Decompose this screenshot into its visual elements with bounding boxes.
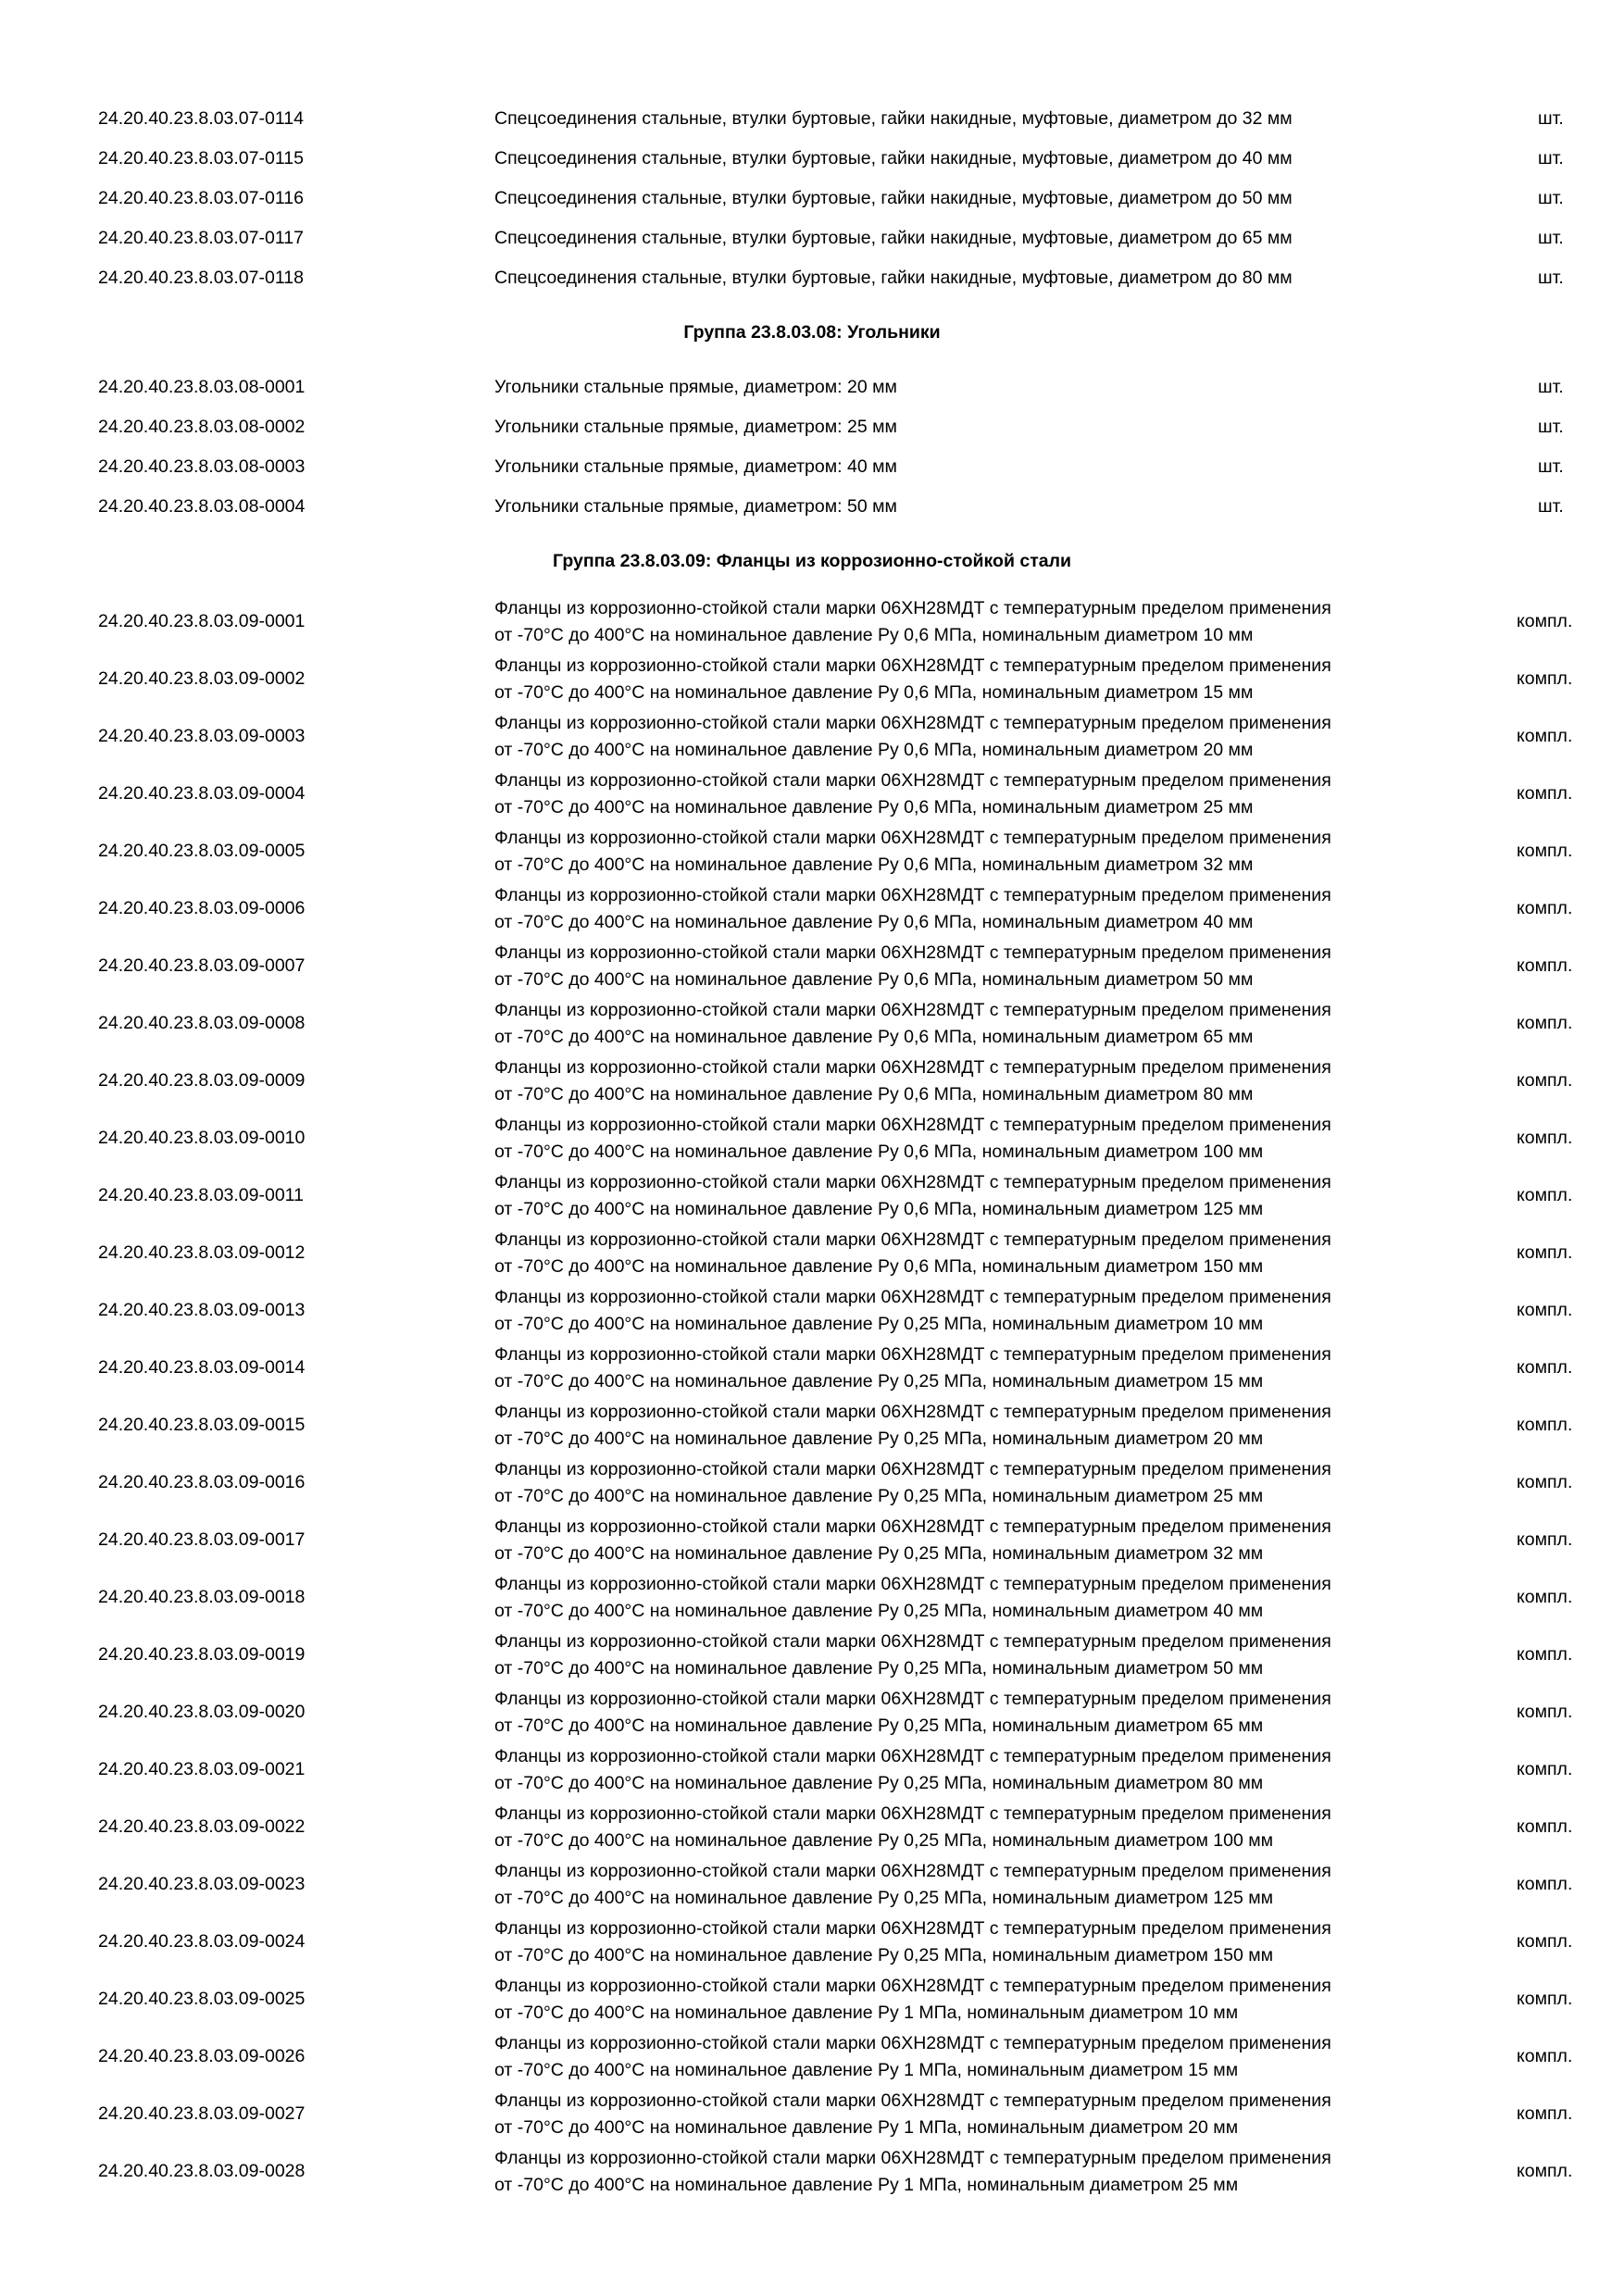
table-row [0, 1626, 1624, 1683]
item-name-line: от -70°С до 400°С на номинальное давление Ру 0,25 МПа, номинальным диаметром 10 мм [494, 1314, 1264, 1334]
item-name-line: Фланцы из коррозионно-стойкой стали марки 06ХН28МДТ с температурным пределом применения [494, 1057, 1331, 1078]
table-row [0, 937, 1624, 994]
item-code: 24.20.40.23.8.03.08-0003 [98, 456, 306, 477]
item-name-line: Фланцы из коррозионно-стойкой стали марки 06ХН28МДТ с температурным пределом применения [494, 1746, 1331, 1766]
item-name-line: Фланцы из коррозионно-стойкой стали марки 06ХН28МДТ с температурным пределом применения [494, 828, 1331, 848]
item-unit: компл. [1517, 1242, 1573, 1263]
item-name-line: от -70°С до 400°С на номинальное давление Ру 0,6 МПа, номинальным диаметром 15 мм [494, 682, 1254, 703]
table-row [0, 414, 1624, 440]
table-row [0, 225, 1624, 251]
item-code: 24.20.40.23.8.03.09-0026 [98, 2046, 306, 2066]
item-name [494, 1514, 1331, 1567]
item-name-line: Фланцы из коррозионно-стойкой стали марки 06ХН28МДТ с температурным пределом применения [494, 713, 1331, 733]
table-row [0, 1167, 1624, 1224]
table-row [0, 1511, 1624, 1568]
item-name-line: от -70°С до 400°С на номинальное давление Ру 0,6 МПа, номинальным диаметром 65 мм [494, 1027, 1254, 1047]
item-name [494, 1571, 1331, 1625]
item-name-line: Фланцы из коррозионно-стойкой стали марки 06ХН28МДТ с температурным пределом применения [494, 1631, 1331, 1652]
item-unit: компл. [1517, 1013, 1573, 1033]
item-name: Спецсоединения стальные, втулки буртовые, гайки накидные, муфтовые, диаметром до 80 мм [494, 268, 1293, 288]
item-name [494, 2030, 1331, 2084]
item-unit: шт. [1538, 377, 1564, 397]
table-row [0, 2142, 1624, 2200]
item-unit: компл. [1517, 1587, 1573, 1607]
item-code: 24.20.40.23.8.03.08-0002 [98, 417, 306, 437]
item-code: 24.20.40.23.8.03.09-0018 [98, 1587, 306, 1607]
table-row [0, 1568, 1624, 1626]
item-name [494, 882, 1331, 936]
item-name-line: от -70°С до 400°С на номинальное давление Ру 0,25 МПа, номинальным диаметром 40 мм [494, 1601, 1264, 1621]
item-name [494, 1686, 1331, 1740]
item-name [494, 1743, 1331, 1797]
item-code: 24.20.40.23.8.03.09-0001 [98, 611, 306, 631]
item-name-line: от -70°С до 400°С на номинальное давление Ру 0,6 МПа, номинальным диаметром 100 мм [494, 1142, 1264, 1162]
item-code: 24.20.40.23.8.03.09-0004 [98, 783, 306, 804]
item-name-line: Фланцы из коррозионно-стойкой стали марки 06ХН28МДТ с температурным пределом применения [494, 1803, 1331, 1824]
item-name [494, 997, 1331, 1051]
item-code: 24.20.40.23.8.03.09-0020 [98, 1702, 306, 1722]
item-name-line: от -70°С до 400°С на номинальное давление Ру 0,6 МПа, номинальным диаметром 20 мм [494, 740, 1254, 760]
item-name [494, 1112, 1331, 1166]
item-name [494, 2145, 1331, 2199]
item-code: 24.20.40.23.8.03.08-0001 [98, 377, 306, 397]
table-row [0, 1339, 1624, 1396]
item-name-line: Фланцы из коррозионно-стойкой стали марки 06ХН28МДТ с температурным пределом применения [494, 1000, 1331, 1020]
table-row [0, 765, 1624, 822]
item-name [494, 1284, 1331, 1338]
item-code: 24.20.40.23.8.03.09-0009 [98, 1070, 306, 1091]
item-unit: компл. [1517, 1185, 1573, 1205]
item-name [494, 1054, 1331, 1108]
item-unit: шт. [1538, 417, 1564, 437]
table-row [0, 1798, 1624, 1855]
item-code: 24.20.40.23.8.03.09-0013 [98, 1300, 306, 1320]
table-row [0, 822, 1624, 880]
item-code: 24.20.40.23.8.03.07-0118 [98, 268, 304, 288]
item-name-line: от -70°С до 400°С на номинальное давление Ру 0,25 МПа, номинальным диаметром 65 мм [494, 1716, 1264, 1736]
item-code: 24.20.40.23.8.03.09-0022 [98, 1816, 306, 1837]
item-name [494, 1227, 1331, 1280]
item-name [494, 940, 1331, 993]
item-unit: компл. [1517, 1931, 1573, 1952]
item-name-line: от -70°С до 400°С на номинальное давление Ру 0,6 МПа, номинальным диаметром 25 мм [494, 797, 1254, 817]
table-row [0, 1281, 1624, 1339]
item-name-line: от -70°С до 400°С на номинальное давление Ру 0,6 МПа, номинальным диаметром 150 мм [494, 1256, 1264, 1277]
item-name-line: Фланцы из коррозионно-стойкой стали марки 06ХН28МДТ с температурным пределом применения [494, 1459, 1331, 1479]
table-row [0, 593, 1624, 650]
table-row [0, 265, 1624, 291]
item-code: 24.20.40.23.8.03.07-0117 [98, 228, 304, 248]
item-name-line: Фланцы из коррозионно-стойкой стали марки 06ХН28МДТ с температурным пределом применения [494, 1115, 1331, 1135]
item-unit: компл. [1517, 841, 1573, 861]
item-code: 24.20.40.23.8.03.09-0015 [98, 1415, 306, 1435]
table-row [0, 880, 1624, 937]
table-row [0, 185, 1624, 211]
item-unit: шт. [1538, 456, 1564, 477]
table-row [0, 145, 1624, 171]
item-code: 24.20.40.23.8.03.09-0002 [98, 668, 306, 689]
item-name: Спецсоединения стальные, втулки буртовые, гайки накидные, муфтовые, диаметром до 65 мм [494, 228, 1293, 248]
item-code: 24.20.40.23.8.03.09-0016 [98, 1472, 306, 1492]
item-name-line: от -70°С до 400°С на номинальное давление Ру 0,6 МПа, номинальным диаметром 50 мм [494, 969, 1254, 990]
item-name: Угольники стальные прямые, диаметром: 50 мм [494, 496, 897, 517]
item-name-line: от -70°С до 400°С на номинальное давление Ру 0,25 МПа, номинальным диаметром 150 мм [494, 1945, 1274, 1965]
item-name-line: от -70°С до 400°С на номинальное давление Ру 0,25 МПа, номинальным диаметром 25 мм [494, 1486, 1264, 1506]
item-unit: компл. [1517, 1415, 1573, 1435]
table-row [0, 454, 1624, 480]
item-name-line: от -70°С до 400°С на номинальное давление Ру 1 МПа, номинальным диаметром 25 мм [494, 2175, 1239, 2195]
item-name [494, 767, 1331, 821]
item-name [494, 1456, 1331, 1510]
item-name-line: Фланцы из коррозионно-стойкой стали марки 06ХН28МДТ с температурным пределом применения [494, 655, 1331, 676]
item-name-line: от -70°С до 400°С на номинальное давление Ру 0,6 МПа, номинальным диаметром 125 мм [494, 1199, 1264, 1219]
item-unit: компл. [1517, 1816, 1573, 1837]
item-name-line: от -70°С до 400°С на номинальное давление Ру 0,25 МПа, номинальным диаметром 32 мм [494, 1543, 1264, 1564]
item-code: 24.20.40.23.8.03.09-0027 [98, 2103, 306, 2124]
item-code: 24.20.40.23.8.03.07-0114 [98, 108, 304, 129]
item-name [494, 595, 1331, 649]
item-unit: компл. [1517, 2103, 1573, 2124]
item-name: Спецсоединения стальные, втулки буртовые, гайки накидные, муфтовые, диаметром до 40 мм [494, 148, 1293, 168]
table-row [0, 1741, 1624, 1798]
item-name-line: от -70°С до 400°С на номинальное давление Ру 0,25 МПа, номинальным диаметром 50 мм [494, 1658, 1264, 1678]
item-name [494, 1973, 1331, 2027]
item-name-line: от -70°С до 400°С на номинальное давление Ру 0,25 МПа, номинальным диаметром 20 мм [494, 1429, 1264, 1449]
item-name-line: Фланцы из коррозионно-стойкой стали марки 06ХН28МДТ с температурным пределом применения [494, 1344, 1331, 1365]
item-unit: компл. [1517, 1529, 1573, 1550]
item-unit: шт. [1538, 148, 1564, 168]
table-row [0, 1224, 1624, 1281]
item-name [494, 1858, 1331, 1912]
group-heading: Группа 23.8.03.09: Фланцы из коррозионно-стойкой стали [553, 551, 1071, 571]
item-name-line: от -70°С до 400°С на номинальное давление Ру 0,6 МПа, номинальным диаметром 80 мм [494, 1084, 1254, 1104]
item-name: Спецсоединения стальные, втулки буртовые, гайки накидные, муфтовые, диаметром до 32 мм [494, 108, 1293, 129]
item-name [494, 1399, 1331, 1453]
item-unit: компл. [1517, 2161, 1573, 2181]
item-unit: компл. [1517, 1128, 1573, 1148]
item-name-line: от -70°С до 400°С на номинальное давление Ру 0,25 МПа, номинальным диаметром 125 мм [494, 1888, 1274, 1908]
item-code: 24.20.40.23.8.03.09-0024 [98, 1931, 306, 1952]
item-name [494, 1628, 1331, 1682]
table-row [0, 1396, 1624, 1454]
item-name-line: от -70°С до 400°С на номинальное давление Ру 1 МПа, номинальным диаметром 15 мм [494, 2060, 1239, 2080]
item-unit: компл. [1517, 1759, 1573, 1779]
item-code: 24.20.40.23.8.03.09-0003 [98, 726, 306, 746]
item-code: 24.20.40.23.8.03.09-0006 [98, 898, 306, 918]
table-row [0, 1109, 1624, 1167]
item-name [494, 825, 1331, 879]
item-unit: компл. [1517, 1070, 1573, 1091]
item-unit: компл. [1517, 1472, 1573, 1492]
table-row [0, 1052, 1624, 1109]
group-heading: Группа 23.8.03.08: Угольники [683, 322, 941, 343]
item-name [494, 2088, 1331, 2141]
item-unit: компл. [1517, 1702, 1573, 1722]
item-name-line: Фланцы из коррозионно-стойкой стали марки 06ХН28МДТ с температурным пределом применения [494, 1976, 1331, 1996]
item-unit: шт. [1538, 268, 1564, 288]
item-name-line: Фланцы из коррозионно-стойкой стали марки 06ХН28МДТ с температурным пределом применения [494, 770, 1331, 791]
table-row [0, 707, 1624, 765]
item-code: 24.20.40.23.8.03.09-0019 [98, 1644, 306, 1665]
item-unit: компл. [1517, 1357, 1573, 1378]
table-row [0, 374, 1624, 400]
item-code: 24.20.40.23.8.03.09-0023 [98, 1874, 306, 1894]
item-code: 24.20.40.23.8.03.07-0116 [98, 188, 304, 208]
item-name-line: Фланцы из коррозионно-стойкой стали марки 06ХН28МДТ с температурным пределом применения [494, 1861, 1331, 1881]
item-code: 24.20.40.23.8.03.09-0007 [98, 955, 306, 976]
item-unit: компл. [1517, 1300, 1573, 1320]
table-row [0, 1913, 1624, 1970]
item-code: 24.20.40.23.8.03.09-0011 [98, 1185, 304, 1205]
table-row [0, 1683, 1624, 1741]
item-name: Угольники стальные прямые, диаметром: 25 мм [494, 417, 897, 437]
item-unit: шт. [1538, 108, 1564, 129]
table-row [0, 1970, 1624, 2028]
item-name-line: Фланцы из коррозионно-стойкой стали марки 06ХН28МДТ с температурным пределом применения [494, 1516, 1331, 1537]
item-name-line: Фланцы из коррозионно-стойкой стали марки 06ХН28МДТ с температурным пределом применения [494, 2090, 1331, 2111]
item-name-line: Фланцы из коррозионно-стойкой стали марки 06ХН28МДТ с температурным пределом применения [494, 1402, 1331, 1422]
table-row [0, 1855, 1624, 1913]
item-unit: шт. [1538, 228, 1564, 248]
item-name [494, 710, 1331, 764]
item-name-line: от -70°С до 400°С на номинальное давление Ру 1 МПа, номинальным диаметром 20 мм [494, 2117, 1239, 2138]
item-code: 24.20.40.23.8.03.09-0012 [98, 1242, 306, 1263]
item-name-line: Фланцы из коррозионно-стойкой стали марки 06ХН28МДТ с температурным пределом применения [494, 942, 1331, 963]
item-code: 24.20.40.23.8.03.09-0008 [98, 1013, 306, 1033]
item-code: 24.20.40.23.8.03.07-0115 [98, 148, 304, 168]
table-row [0, 2085, 1624, 2142]
table-row [0, 2028, 1624, 2085]
item-unit: шт. [1538, 188, 1564, 208]
item-name-line: от -70°С до 400°С на номинальное давление Ру 1 МПа, номинальным диаметром 10 мм [494, 2003, 1239, 2023]
item-name-line: Фланцы из коррозионно-стойкой стали марки 06ХН28МДТ с температурным пределом применения [494, 1689, 1331, 1709]
item-name-line: Фланцы из коррозионно-стойкой стали марки 06ХН28МДТ с температурным пределом применения [494, 598, 1331, 618]
item-name-line: от -70°С до 400°С на номинальное давление Ру 0,6 МПа, номинальным диаметром 10 мм [494, 625, 1254, 645]
item-unit: компл. [1517, 1989, 1573, 2009]
item-unit: шт. [1538, 496, 1564, 517]
table-row [0, 650, 1624, 707]
item-code: 24.20.40.23.8.03.09-0025 [98, 1989, 306, 2009]
item-name [494, 1801, 1331, 1854]
item-unit: компл. [1517, 668, 1573, 689]
item-name-line: Фланцы из коррозионно-стойкой стали марки 06ХН28МДТ с температурным пределом применения [494, 1287, 1331, 1307]
item-name-line: Фланцы из коррозионно-стойкой стали марки 06ХН28МДТ с температурным пределом применения [494, 2148, 1331, 2168]
table-row [0, 106, 1624, 131]
item-name: Спецсоединения стальные, втулки буртовые, гайки накидные, муфтовые, диаметром до 50 мм [494, 188, 1293, 208]
item-unit: компл. [1517, 2046, 1573, 2066]
item-name-line: от -70°С до 400°С на номинальное давление Ру 0,6 МПа, номинальным диаметром 32 мм [494, 855, 1254, 875]
item-name [494, 653, 1331, 706]
item-name-line: от -70°С до 400°С на номинальное давление Ру 0,25 МПа, номинальным диаметром 15 мм [494, 1371, 1264, 1391]
item-name-line: Фланцы из коррозионно-стойкой стали марки 06ХН28МДТ с температурным пределом применения [494, 1918, 1331, 1939]
item-name-line: от -70°С до 400°С на номинальное давление Ру 0,25 МПа, номинальным диаметром 100 мм [494, 1830, 1274, 1851]
item-unit: компл. [1517, 611, 1573, 631]
table-row [0, 994, 1624, 1052]
item-name-line: Фланцы из коррозионно-стойкой стали марки 06ХН28МДТ с температурным пределом применения [494, 1229, 1331, 1250]
table-row [0, 1454, 1624, 1511]
item-unit: компл. [1517, 898, 1573, 918]
item-code: 24.20.40.23.8.03.09-0017 [98, 1529, 306, 1550]
item-name: Угольники стальные прямые, диаметром: 20 мм [494, 377, 897, 397]
item-unit: компл. [1517, 1874, 1573, 1894]
item-code: 24.20.40.23.8.03.09-0014 [98, 1357, 306, 1378]
item-name-line: от -70°С до 400°С на номинальное давление Ру 0,25 МПа, номинальным диаметром 80 мм [494, 1773, 1264, 1793]
item-code: 24.20.40.23.8.03.09-0021 [98, 1759, 306, 1779]
item-name-line: Фланцы из коррозионно-стойкой стали марки 06ХН28МДТ с температурным пределом применения [494, 885, 1331, 905]
item-name-line: Фланцы из коррозионно-стойкой стали марки 06ХН28МДТ с температурным пределом применения [494, 2033, 1331, 2053]
table-row [0, 493, 1624, 519]
item-name: Угольники стальные прямые, диаметром: 40 мм [494, 456, 897, 477]
item-code: 24.20.40.23.8.03.09-0010 [98, 1128, 306, 1148]
item-name-line: от -70°С до 400°С на номинальное давление Ру 0,6 МПа, номинальным диаметром 40 мм [494, 912, 1254, 932]
item-unit: компл. [1517, 726, 1573, 746]
item-name [494, 1169, 1331, 1223]
item-name-line: Фланцы из коррозионно-стойкой стали марки 06ХН28МДТ с температурным пределом применения [494, 1574, 1331, 1594]
item-code: 24.20.40.23.8.03.09-0028 [98, 2161, 306, 2181]
item-unit: компл. [1517, 1644, 1573, 1665]
item-unit: компл. [1517, 783, 1573, 804]
item-name-line: Фланцы из коррозионно-стойкой стали марки 06ХН28МДТ с температурным пределом применения [494, 1172, 1331, 1192]
item-name [494, 1341, 1331, 1395]
item-code: 24.20.40.23.8.03.08-0004 [98, 496, 306, 517]
item-unit: компл. [1517, 955, 1573, 976]
item-code: 24.20.40.23.8.03.09-0005 [98, 841, 306, 861]
item-name [494, 1915, 1331, 1969]
